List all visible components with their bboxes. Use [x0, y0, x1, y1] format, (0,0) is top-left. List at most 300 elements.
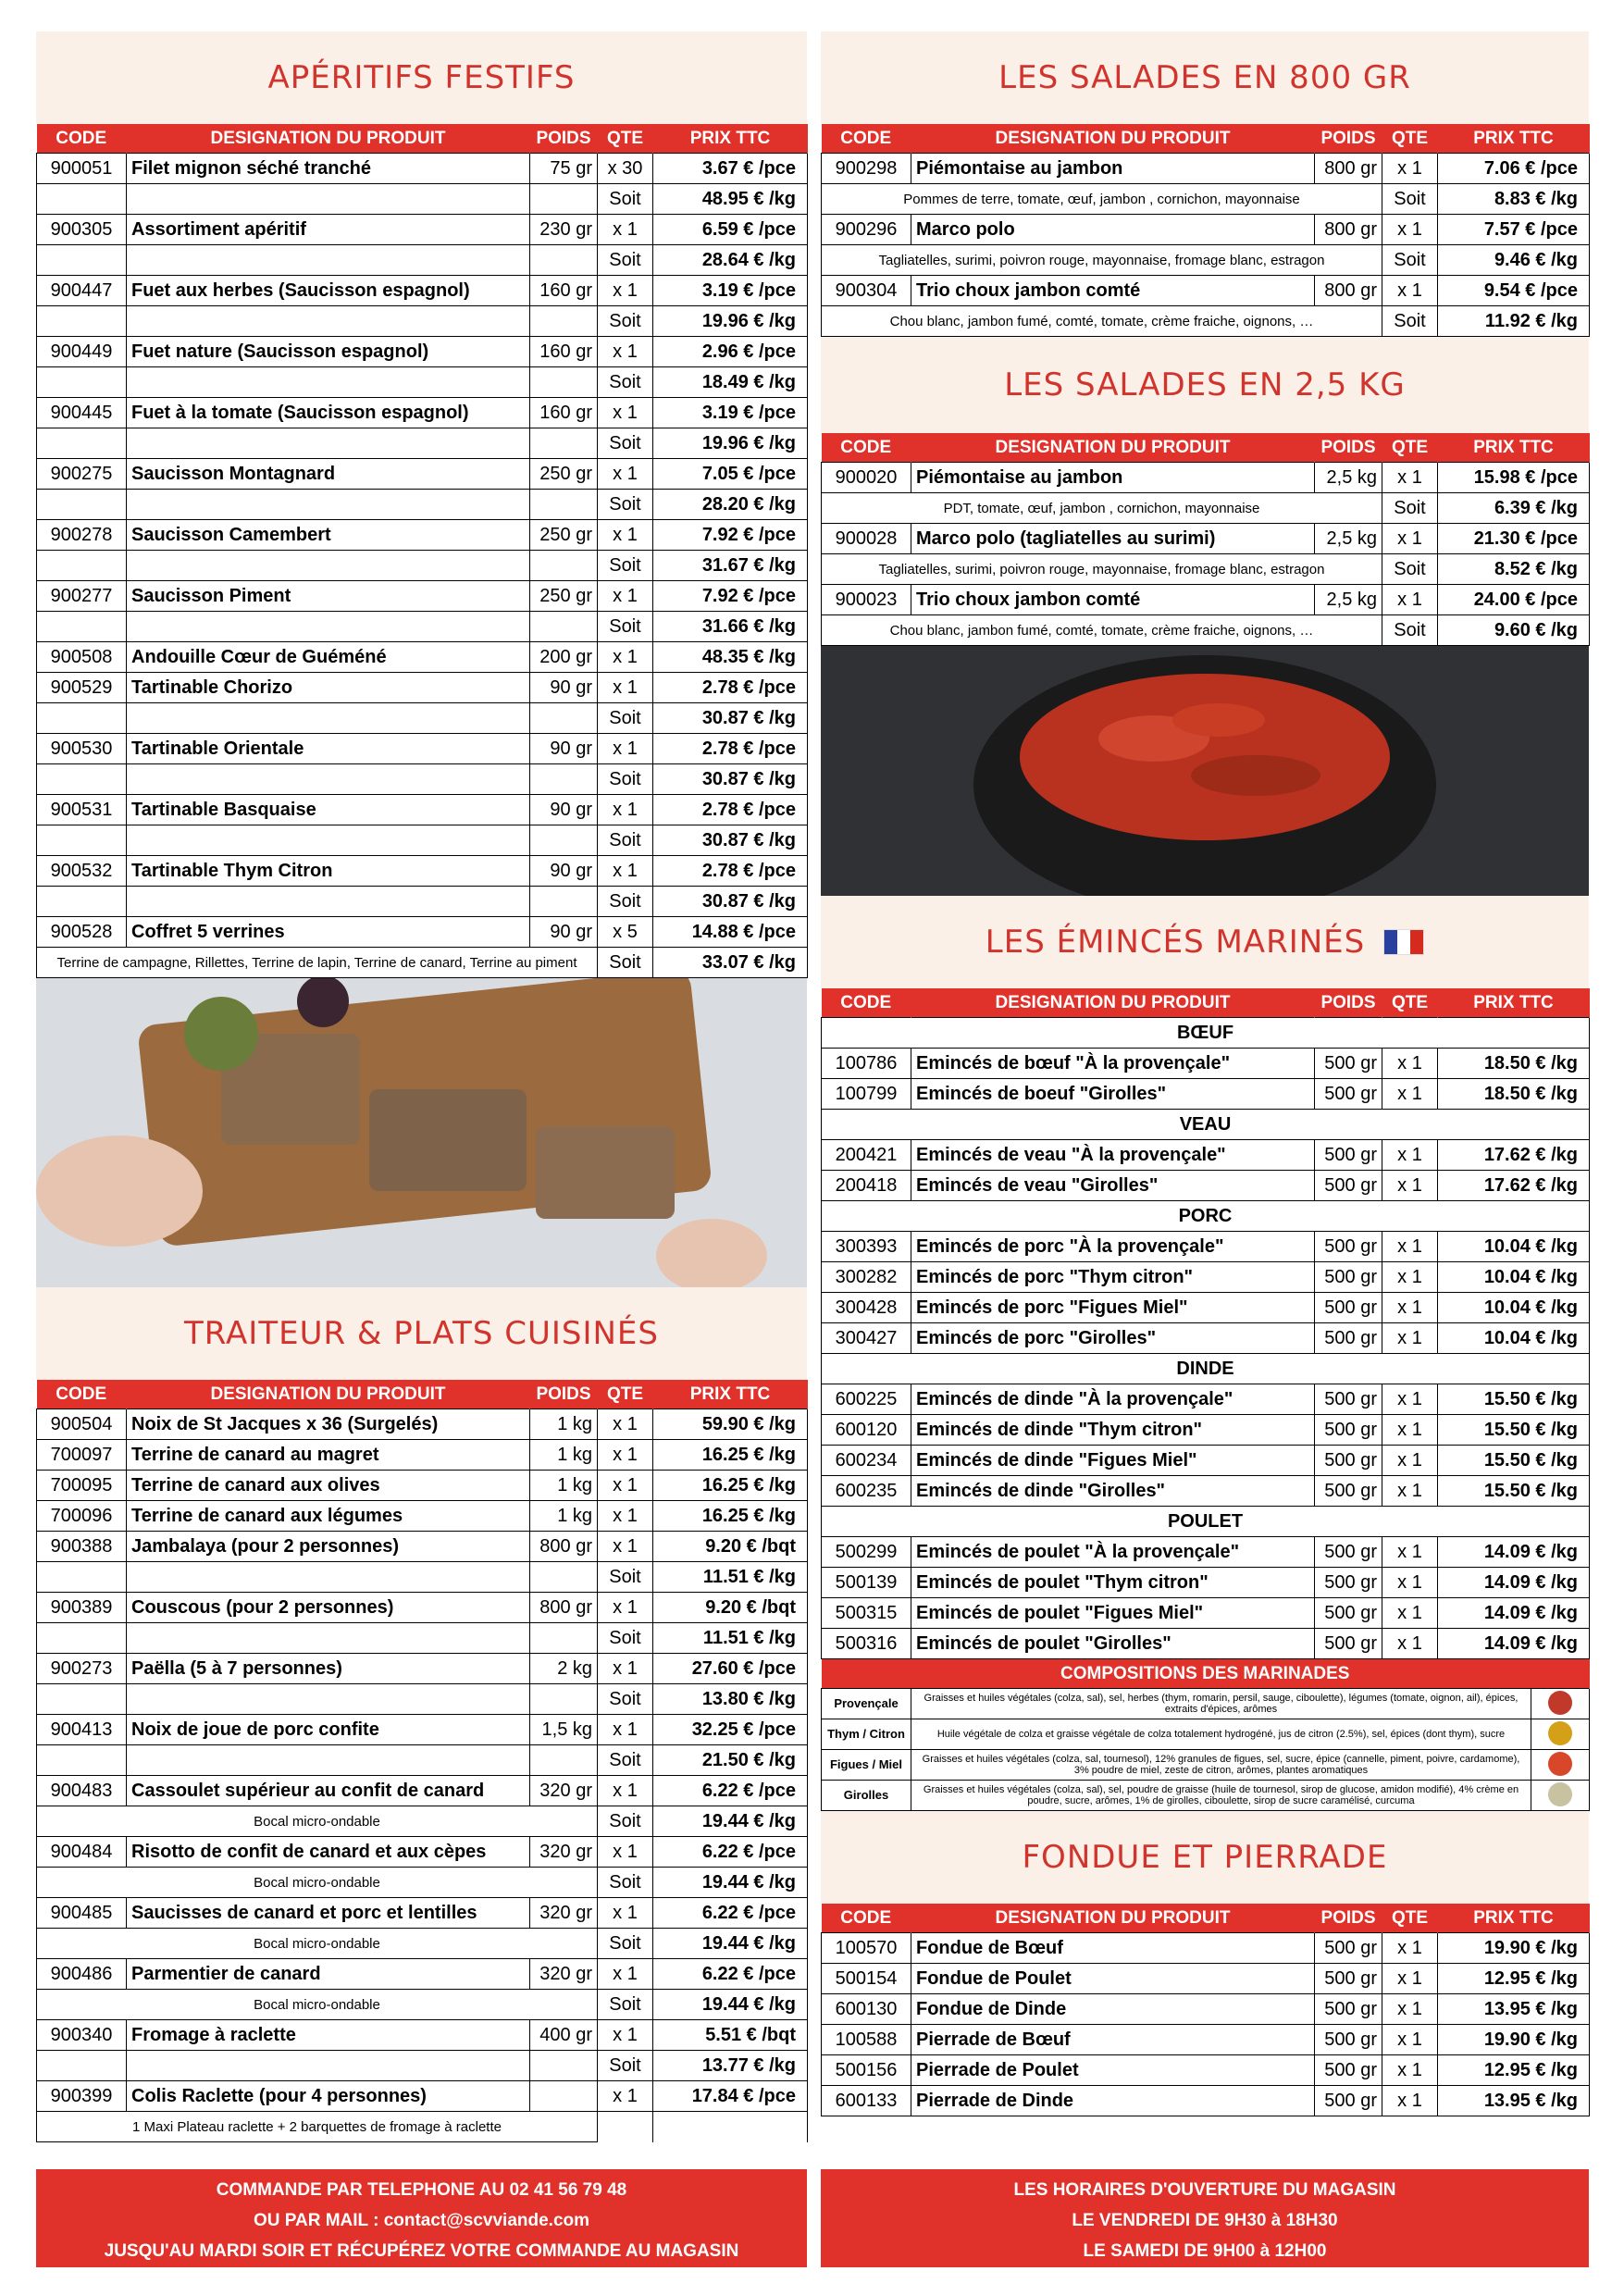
product-weight: 320 gr: [530, 1898, 598, 1929]
product-qty: x 30: [598, 154, 653, 184]
table-row: [37, 734, 808, 764]
column-header: DESIGNATION DU PRODUIT: [911, 433, 1315, 463]
soit-label: Soit: [598, 612, 653, 642]
product-weight: 320 gr: [530, 1837, 598, 1868]
product-weight: 500 gr: [1315, 1629, 1382, 1659]
table-row: [37, 520, 808, 551]
empty-cell: [530, 703, 598, 734]
unit-price-row: [37, 1929, 808, 1959]
section-title: LES SALADES EN 2,5 KG: [1004, 366, 1406, 403]
product-price: 9.20 € /bqt: [653, 1593, 808, 1623]
right-column: [821, 31, 1589, 2116]
empty-cell: [127, 367, 530, 398]
footer-line: LE VENDREDI DE 9H30 à 18H30: [1072, 2211, 1338, 2230]
product-weight: 1,5 kg: [530, 1715, 598, 1745]
price-per-kg: 28.20 € /kg: [653, 490, 808, 520]
soit-label: Soit: [598, 1806, 653, 1837]
empty-cell: [530, 367, 598, 398]
table-header: [822, 433, 1590, 463]
price-per-kg: 11.51 € /kg: [653, 1562, 808, 1593]
product-weight: 500 gr: [1315, 1415, 1382, 1446]
product-price: 14.09 € /kg: [1438, 1568, 1590, 1598]
empty-cell: [37, 825, 127, 856]
soit-label: Soit: [598, 2051, 653, 2081]
product-name: Tartinable Thym Citron: [127, 856, 530, 887]
column-header: QTE: [598, 124, 653, 154]
empty-cell: [127, 1623, 530, 1654]
product-name: Fondue de Bœuf: [911, 1933, 1315, 1964]
product-weight: 320 gr: [530, 1776, 598, 1806]
product-name: Fromage à raclette: [127, 2020, 530, 2051]
product-weight: 160 gr: [530, 398, 598, 428]
soit-label: Soit: [598, 703, 653, 734]
table-row: [37, 2081, 808, 2112]
product-price: 9.54 € /pce: [1438, 276, 1590, 306]
table-row: [822, 1415, 1590, 1446]
product-price: 15.50 € /kg: [1438, 1415, 1590, 1446]
product-price: 21.30 € /pce: [1438, 524, 1590, 554]
soit-label: Soit: [598, 1929, 653, 1959]
soit-label: Soit: [1382, 615, 1438, 646]
column-header: CODE: [37, 124, 127, 154]
table-row: [822, 1079, 1590, 1110]
product-price: 2.78 € /pce: [653, 734, 808, 764]
product-price: 6.59 € /pce: [653, 215, 808, 245]
product-name: Paëlla (5 à 7 personnes): [127, 1654, 530, 1684]
empty-cell: [127, 551, 530, 581]
table-row: [822, 1232, 1590, 1262]
empty-cell: [127, 490, 530, 520]
table-header: [37, 124, 808, 154]
product-name: Emincés de porc "Figues Miel": [911, 1293, 1315, 1323]
unit-price-row: [822, 245, 1590, 276]
table-row: [822, 1384, 1590, 1415]
table-row: [37, 1715, 808, 1745]
product-code: 900445: [37, 398, 127, 428]
product-code: 900449: [37, 337, 127, 367]
product-note: Chou blanc, jambon fumé, comté, tomate, crème fraiche, oignons, …: [822, 306, 1382, 337]
table-row: [822, 2025, 1590, 2055]
empty-cell: [37, 428, 127, 459]
product-code: 700096: [37, 1501, 127, 1532]
spice-icon: [1548, 1782, 1572, 1806]
product-weight: 500 gr: [1315, 1171, 1382, 1201]
marinade-swatch: [1531, 1689, 1590, 1719]
table-row: [822, 1994, 1590, 2025]
product-price: 32.25 € /pce: [653, 1715, 808, 1745]
table-row: [37, 1471, 808, 1501]
table-row: [37, 1898, 808, 1929]
product-code: 900028: [822, 524, 911, 554]
product-price: 2.78 € /pce: [653, 856, 808, 887]
product-code: 900305: [37, 215, 127, 245]
price-per-kg: 11.92 € /kg: [1438, 306, 1590, 337]
price-per-kg: 8.83 € /kg: [1438, 184, 1590, 215]
product-weight: 500 gr: [1315, 1446, 1382, 1476]
product-qty: x 1: [1382, 154, 1438, 184]
product-qty: x 1: [1382, 1446, 1438, 1476]
empty-cell: [37, 551, 127, 581]
product-weight: 500 gr: [1315, 1537, 1382, 1568]
product-price: 2.78 € /pce: [653, 673, 808, 703]
category-label: BŒUF: [822, 1018, 1590, 1049]
empty-cell: [530, 1745, 598, 1776]
product-name: Emincés de dinde "Figues Miel": [911, 1446, 1315, 1476]
unit-price-row: [37, 887, 808, 917]
product-weight: 500 gr: [1315, 1049, 1382, 1079]
column-header: QTE: [598, 1380, 653, 1409]
salades800-table: [821, 124, 1590, 337]
product-price: 16.25 € /kg: [653, 1440, 808, 1471]
product-price: 17.62 € /kg: [1438, 1140, 1590, 1171]
product-price: 6.22 € /pce: [653, 1776, 808, 1806]
soit-label: Soit: [1382, 554, 1438, 585]
product-qty: x 1: [1382, 2055, 1438, 2086]
price-per-kg: 31.66 € /kg: [653, 612, 808, 642]
column-header: PRIX TTC: [1438, 1904, 1590, 1933]
product-price: 16.25 € /kg: [653, 1471, 808, 1501]
product-weight: 250 gr: [530, 581, 598, 612]
product-weight: 500 gr: [1315, 1079, 1382, 1110]
unit-price-row: [37, 764, 808, 795]
soit-label: Soit: [598, 1990, 653, 2020]
unit-price-row: [37, 1868, 808, 1898]
marinades-table: [821, 1659, 1590, 1811]
soit-label: Soit: [598, 1623, 653, 1654]
price-per-kg: 19.44 € /kg: [653, 1990, 808, 2020]
table-row: [822, 1568, 1590, 1598]
product-name: Terrine de canard au magret: [127, 1440, 530, 1471]
product-price: 18.50 € /kg: [1438, 1079, 1590, 1110]
column-header: POIDS: [1315, 1904, 1382, 1933]
product-weight: 90 gr: [530, 917, 598, 948]
product-code: 900020: [822, 463, 911, 493]
table-row: [37, 856, 808, 887]
table-row: [822, 1293, 1590, 1323]
product-weight: 320 gr: [530, 1959, 598, 1990]
product-code: 500139: [822, 1568, 911, 1598]
price-per-kg: 11.51 € /kg: [653, 1623, 808, 1654]
product-note: Tagliatelles, surimi, poivron rouge, mayonnaise, fromage blanc, estragon: [822, 245, 1382, 276]
empty-cell: [530, 551, 598, 581]
price-per-kg: 30.87 € /kg: [653, 825, 808, 856]
footer-line: LE SAMEDI DE 9H00 à 12H00: [1083, 2241, 1327, 2261]
product-code: 200418: [822, 1171, 911, 1201]
soit-label: Soit: [1382, 245, 1438, 276]
product-name: Emincés de bœuf "À la provençale": [911, 1049, 1315, 1079]
product-qty: x 1: [1382, 1568, 1438, 1598]
product-qty: x 1: [1382, 1537, 1438, 1568]
product-price: 7.06 € /pce: [1438, 154, 1590, 184]
column-header: CODE: [822, 124, 911, 154]
product-name: Tartinable Orientale: [127, 734, 530, 764]
empty-cell: [37, 306, 127, 337]
unit-price-row: [37, 1745, 808, 1776]
soit-label: Soit: [598, 428, 653, 459]
product-code: 900413: [37, 1715, 127, 1745]
column-header: CODE: [822, 1904, 911, 1933]
table-row: [37, 1409, 808, 1440]
column-header: QTE: [1382, 433, 1438, 463]
empty-cell: [37, 2051, 127, 2081]
product-code: 900277: [37, 581, 127, 612]
product-price: 5.51 € /bqt: [653, 2020, 808, 2051]
empty-cell: [127, 825, 530, 856]
empty-cell: [530, 764, 598, 795]
unit-price-row: [822, 554, 1590, 585]
unit-price-row: [37, 551, 808, 581]
section-title: LES SALADES EN 800 GR: [998, 59, 1411, 96]
marinade-label: Thym / Citron: [822, 1719, 911, 1750]
product-weight: 1 kg: [530, 1440, 598, 1471]
price-per-kg: 18.49 € /kg: [653, 367, 808, 398]
empty-cell: [37, 245, 127, 276]
soit-label: Soit: [598, 1745, 653, 1776]
product-qty: x 1: [598, 856, 653, 887]
marinade-row: [822, 1781, 1590, 1811]
column-header: POIDS: [530, 1380, 598, 1409]
product-name: Cassoulet supérieur au confit de canard: [127, 1776, 530, 1806]
product-price: 14.09 € /kg: [1438, 1629, 1590, 1659]
price-per-kg: 21.50 € /kg: [653, 1745, 808, 1776]
column-header: PRIX TTC: [1438, 433, 1590, 463]
table-header: [822, 1659, 1590, 1689]
empty-cell: [653, 2112, 808, 2142]
column-header: POIDS: [1315, 124, 1382, 154]
product-name: Couscous (pour 2 personnes): [127, 1593, 530, 1623]
column-header: QTE: [1382, 988, 1438, 1018]
table-row: [37, 1837, 808, 1868]
marinade-row: [822, 1719, 1590, 1750]
traiteur-banner: [36, 1287, 807, 1380]
empty-cell: [127, 1745, 530, 1776]
soit-label: Soit: [598, 367, 653, 398]
table-row: [37, 581, 808, 612]
product-name: Trio choux jambon comté: [911, 276, 1315, 306]
product-name: Marco polo (tagliatelles au surimi): [911, 524, 1315, 554]
product-code: 900296: [822, 215, 911, 245]
unit-price-row: [822, 306, 1590, 337]
product-qty: x 1: [598, 1837, 653, 1868]
unit-price-row: [37, 948, 808, 978]
product-qty: x 1: [598, 673, 653, 703]
product-note: Bocal micro-ondable: [37, 1806, 598, 1837]
table-row: [822, 1964, 1590, 1994]
empty-cell: [37, 1623, 127, 1654]
product-qty: x 1: [598, 1776, 653, 1806]
marinade-swatch: [1531, 1750, 1590, 1781]
table-row: [822, 2055, 1590, 2086]
product-name: Filet mignon séché tranché: [127, 154, 530, 184]
product-name: Fuet à la tomate (Saucisson espagnol): [127, 398, 530, 428]
product-code: 600133: [822, 2086, 911, 2116]
product-weight: 2 kg: [530, 1654, 598, 1684]
unit-price-row: [37, 1623, 808, 1654]
table-row: [37, 917, 808, 948]
product-code: 900278: [37, 520, 127, 551]
empty-cell: [530, 428, 598, 459]
product-price: 7.05 € /pce: [653, 459, 808, 490]
product-price: 17.62 € /kg: [1438, 1171, 1590, 1201]
fondue-banner: [821, 1811, 1589, 1904]
product-note: Bocal micro-ondable: [37, 1868, 598, 1898]
spice-icon: [1548, 1721, 1572, 1745]
empty-cell: [37, 1562, 127, 1593]
product-qty: x 1: [1382, 276, 1438, 306]
soit-label: Soit: [598, 1684, 653, 1715]
unit-price-row: [37, 1684, 808, 1715]
empty-cell: [37, 764, 127, 795]
column-header: PRIX TTC: [653, 124, 808, 154]
footer-line: JUSQU'AU MARDI SOIR ET RÉCUPÉREZ VOTRE COMMANDE AU MAGASIN: [104, 2241, 739, 2261]
product-qty: x 1: [598, 1532, 653, 1562]
product-note: PDT, tomate, œuf, jambon , cornichon, mayonnaise: [822, 493, 1382, 524]
product-price: 14.09 € /kg: [1438, 1537, 1590, 1568]
category-row: [822, 1354, 1590, 1384]
table-row: [37, 2020, 808, 2051]
column-header: DESIGNATION DU PRODUIT: [127, 124, 530, 154]
product-price: 9.20 € /bqt: [653, 1532, 808, 1562]
product-name: Emincés de poulet "À la provençale": [911, 1537, 1315, 1568]
product-name: Assortiment apéritif: [127, 215, 530, 245]
product-name: Noix de joue de porc confite: [127, 1715, 530, 1745]
product-weight: 500 gr: [1315, 1323, 1382, 1354]
eminces-banner: [821, 896, 1589, 988]
product-price: 59.90 € /kg: [653, 1409, 808, 1440]
empty-cell: [127, 612, 530, 642]
product-price: 2.96 € /pce: [653, 337, 808, 367]
table-row: [822, 463, 1590, 493]
column-header: POIDS: [1315, 988, 1382, 1018]
product-qty: x 1: [598, 1959, 653, 1990]
product-code: 900508: [37, 642, 127, 673]
marinade-label: Figues / Miel: [822, 1750, 911, 1781]
soit-label: Soit: [1382, 306, 1438, 337]
price-per-kg: 30.87 € /kg: [653, 764, 808, 795]
product-price: 15.50 € /kg: [1438, 1446, 1590, 1476]
price-per-kg: 30.87 € /kg: [653, 703, 808, 734]
unit-price-row: [822, 493, 1590, 524]
price-per-kg: 6.39 € /kg: [1438, 493, 1590, 524]
marinades-title: COMPOSITIONS DES MARINADES: [822, 1659, 1590, 1689]
product-name: Terrine de canard aux olives: [127, 1471, 530, 1501]
aperitifs-table: [36, 124, 808, 978]
product-price: 6.22 € /pce: [653, 1898, 808, 1929]
table-header: [822, 988, 1590, 1018]
product-name: Saucisson Montagnard: [127, 459, 530, 490]
empty-cell: [530, 1562, 598, 1593]
column-header: PRIX TTC: [1438, 988, 1590, 1018]
product-code: 300282: [822, 1262, 911, 1293]
product-name: Colis Raclette (pour 4 personnes): [127, 2081, 530, 2112]
product-price: 14.09 € /kg: [1438, 1598, 1590, 1629]
product-price: 15.50 € /kg: [1438, 1384, 1590, 1415]
unit-price-row: [37, 825, 808, 856]
price-per-kg: 13.77 € /kg: [653, 2051, 808, 2081]
category-label: DINDE: [822, 1354, 1590, 1384]
spice-icon: [1548, 1752, 1572, 1776]
product-qty: x 1: [1382, 463, 1438, 493]
product-price: 19.90 € /kg: [1438, 2025, 1590, 2055]
product-weight: 500 gr: [1315, 1384, 1382, 1415]
product-code: 100786: [822, 1049, 911, 1079]
product-code: 900304: [822, 276, 911, 306]
unit-price-row: [822, 615, 1590, 646]
table-row: [822, 1323, 1590, 1354]
product-code: 500315: [822, 1598, 911, 1629]
product-qty: x 1: [598, 520, 653, 551]
table-row: [822, 154, 1590, 184]
product-code: 900483: [37, 1776, 127, 1806]
table-row: [822, 276, 1590, 306]
product-qty: x 1: [598, 1471, 653, 1501]
product-name: Saucisses de canard et porc et lentilles: [127, 1898, 530, 1929]
table-header: [822, 124, 1590, 154]
salades25-banner: [821, 337, 1589, 433]
unit-price-row: [37, 1990, 808, 2020]
product-price: 2.78 € /pce: [653, 795, 808, 825]
price-per-kg: 33.07 € /kg: [653, 948, 808, 978]
soit-label: Soit: [598, 490, 653, 520]
salades25-table: [821, 433, 1590, 646]
product-weight: 1 kg: [530, 1471, 598, 1501]
table-header: [37, 1380, 808, 1409]
product-weight: 500 gr: [1315, 2055, 1382, 2086]
unit-price-row: [37, 184, 808, 215]
price-per-kg: 8.52 € /kg: [1438, 554, 1590, 585]
product-code: 500156: [822, 2055, 911, 2086]
table-row: [822, 1476, 1590, 1507]
product-price: 13.95 € /kg: [1438, 1994, 1590, 2025]
product-code: 900298: [822, 154, 911, 184]
product-qty: x 1: [1382, 1415, 1438, 1446]
empty-cell: [127, 764, 530, 795]
product-name: Emincés de porc "Girolles": [911, 1323, 1315, 1354]
unit-price-row: [37, 2112, 808, 2142]
product-weight: 500 gr: [1315, 1293, 1382, 1323]
price-per-kg: 19.44 € /kg: [653, 1929, 808, 1959]
product-price: 15.98 € /pce: [1438, 463, 1590, 493]
marinade-row: [822, 1750, 1590, 1781]
category-label: VEAU: [822, 1110, 1590, 1140]
product-note: Tagliatelles, surimi, poivron rouge, mayonnaise, fromage blanc, estragon: [822, 554, 1382, 585]
product-weight: 500 gr: [1315, 2025, 1382, 2055]
product-code: 100588: [822, 2025, 911, 2055]
product-name: Fuet nature (Saucisson espagnol): [127, 337, 530, 367]
product-price: 3.19 € /pce: [653, 276, 808, 306]
product-code: 900532: [37, 856, 127, 887]
soit-label: Soit: [1382, 184, 1438, 215]
empty-cell: [127, 703, 530, 734]
product-weight: 90 gr: [530, 673, 598, 703]
product-qty: x 1: [598, 1440, 653, 1471]
empty-cell: [127, 184, 530, 215]
marinade-label: Girolles: [822, 1781, 911, 1811]
empty-cell: [530, 306, 598, 337]
product-code: 600130: [822, 1994, 911, 2025]
column-header: POIDS: [1315, 433, 1382, 463]
empty-cell: [37, 490, 127, 520]
product-name: Emincés de dinde "Girolles": [911, 1476, 1315, 1507]
footer-line: LES HORAIRES D'OUVERTURE DU MAGASIN: [1013, 2180, 1396, 2200]
table-row: [37, 795, 808, 825]
product-weight: 800 gr: [530, 1593, 598, 1623]
product-price: 15.50 € /kg: [1438, 1476, 1590, 1507]
product-name: Emincés de poulet "Girolles": [911, 1629, 1315, 1659]
product-code: 900275: [37, 459, 127, 490]
category-row: [822, 1110, 1590, 1140]
product-qty: x 1: [1382, 2086, 1438, 2116]
